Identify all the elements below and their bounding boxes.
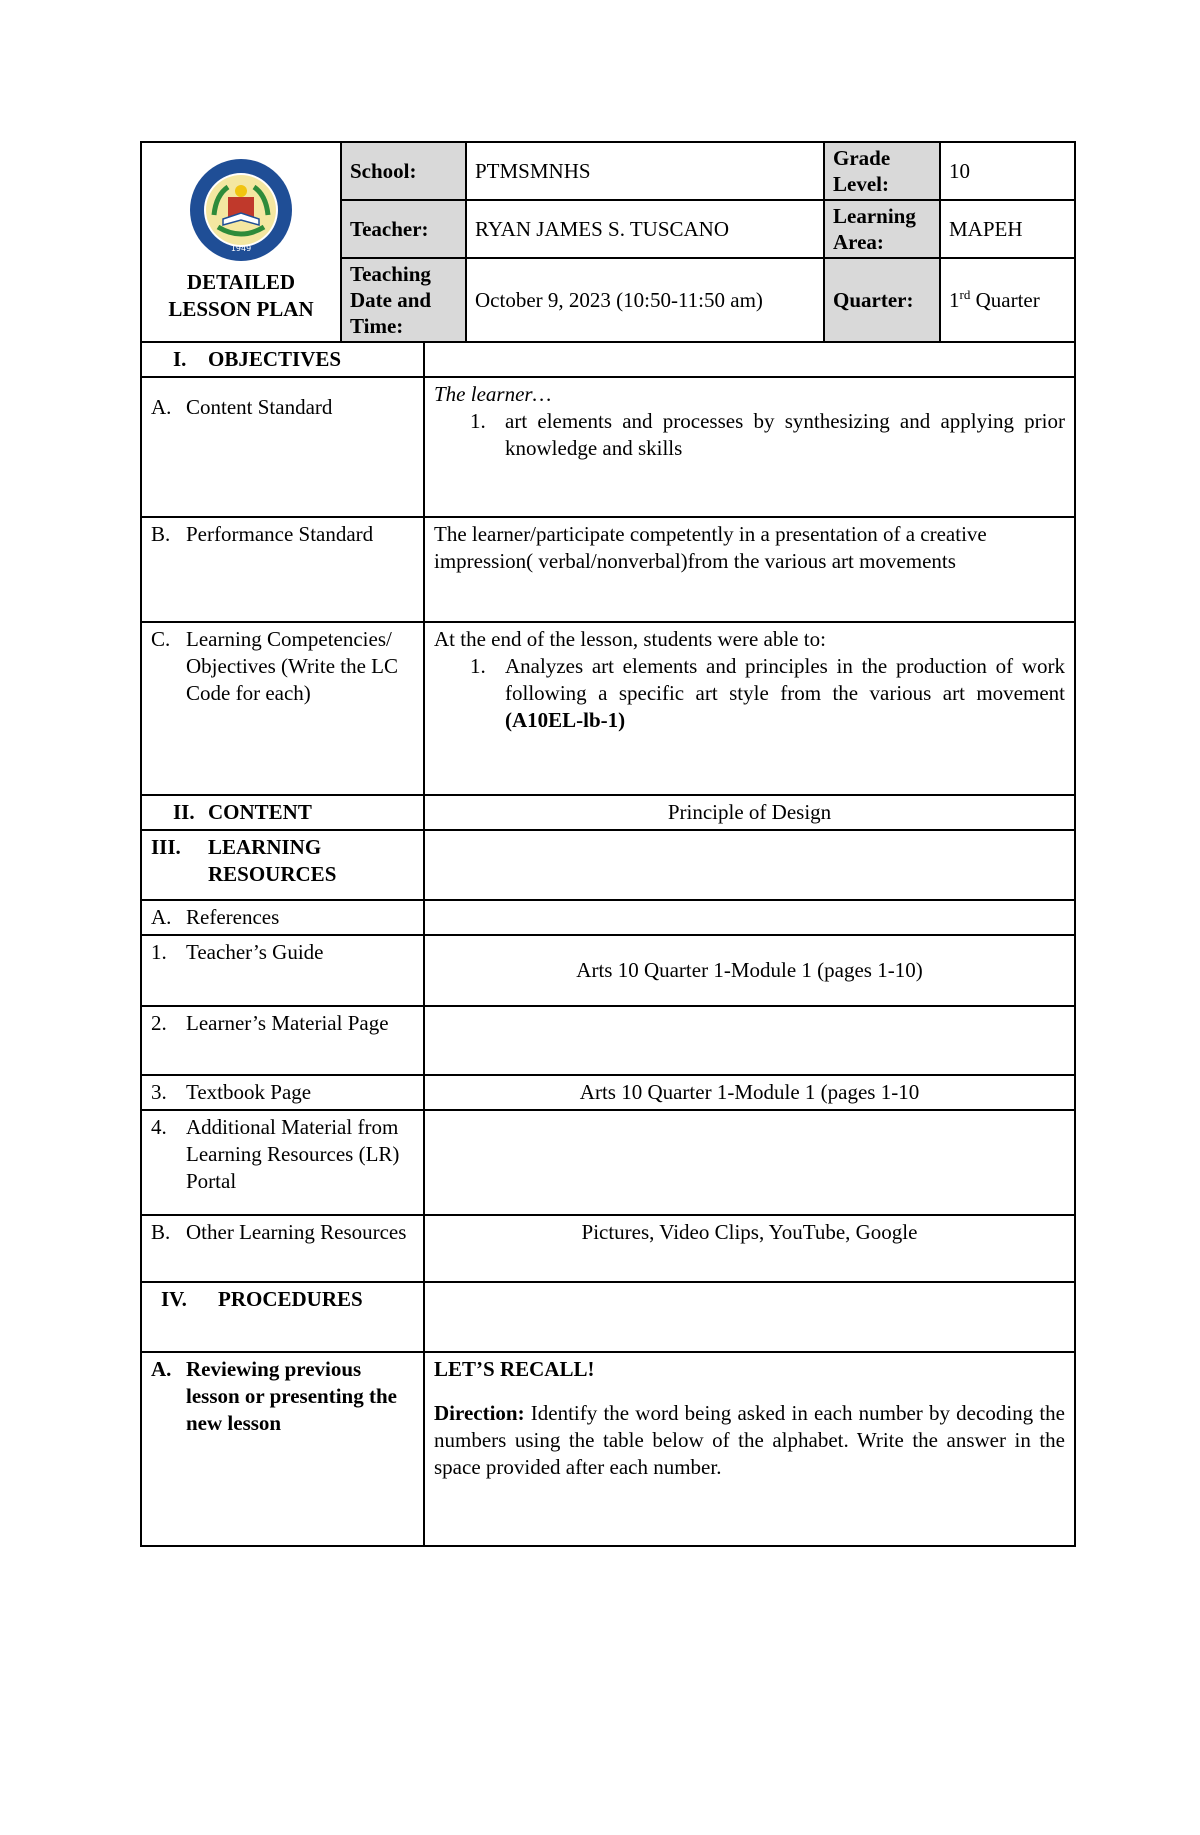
additional-material-value [424, 1110, 1075, 1215]
resources-empty [424, 830, 1075, 900]
content-standard-item: art elements and processes by synthesizing and applying prior knowledge and skills [505, 409, 1065, 460]
learners-material-label: Learner’s Material Page [186, 1011, 389, 1035]
learners-material-label-cell [141, 1006, 424, 1075]
lesson-plan-document [140, 141, 1074, 1547]
teacher-label: Teacher: [341, 200, 466, 258]
teacher-value: RYAN JAMES S. TUSCANO [466, 200, 824, 258]
grade-value: 10 [940, 142, 1075, 200]
performance-standard-label-cell [141, 517, 424, 622]
quarter-word: Quarter [970, 288, 1040, 312]
competencies-value-cell [424, 622, 1075, 795]
content-standard-value-cell [424, 377, 1075, 517]
resources-heading [141, 830, 424, 900]
area-label: Learning Area: [824, 200, 940, 258]
content-heading [141, 795, 424, 830]
content-standard-intro: The learner… [434, 382, 552, 406]
list-number: 1. [470, 409, 486, 433]
item-letter: A. [151, 394, 172, 419]
header-table [140, 141, 1076, 343]
direction-body: Identify the word being asked in each number by decoding the numbers using the table below of the alphabet. Write the answer in the space provided after each number. [434, 1401, 1065, 1479]
quarter-suffix: rd [959, 287, 971, 302]
content-standard-label-cell [141, 377, 424, 517]
procedures-heading [141, 1282, 424, 1352]
teachers-guide-label-cell [141, 935, 424, 1006]
school-seal-icon [188, 157, 294, 263]
review-label-cell [141, 1352, 424, 1546]
references-label-cell [141, 900, 424, 935]
competencies-label: Learning Competencies/ Objectives (Write the LC Code for each) [186, 627, 398, 705]
textbook-value: Arts 10 Quarter 1-Module 1 (pages 1-10 [424, 1075, 1075, 1110]
section-number: II. [173, 800, 195, 824]
lc-code: (A10EL-lb-1) [505, 708, 626, 732]
school-label: School: [341, 142, 466, 200]
competencies-intro: At the end of the lesson, students were able to: [434, 627, 826, 651]
section-number: IV. [161, 1287, 187, 1311]
performance-standard-label: Performance Standard [186, 522, 374, 546]
document-title: DETAILED LESSON PLAN [168, 270, 314, 321]
review-label: Reviewing previous lesson or presenting the new lesson [186, 1357, 397, 1435]
item-letter: A. [151, 1357, 172, 1381]
date-label: Teaching Date and Time: [341, 258, 466, 342]
quarter-number: 1 [949, 288, 960, 312]
item-letter: C. [151, 627, 171, 651]
date-value: October 9, 2023 (10:50-11:50 am) [466, 258, 824, 342]
references-label: References [186, 905, 280, 929]
other-resources-value: Pictures, Video Clips, YouTube, Google [424, 1215, 1075, 1282]
direction-text [434, 1400, 1065, 1481]
review-value-cell [424, 1352, 1075, 1546]
section-title: LEARNING RESOURCES [208, 835, 337, 886]
grade-label: Grade Level: [824, 142, 940, 200]
lesson-body-table [140, 341, 1076, 1547]
school-value: PTMSMNHS [466, 142, 824, 200]
item-letter: A. [151, 905, 172, 929]
additional-material-label: Additional Material from Learning Resources (LR) Portal [186, 1115, 400, 1193]
section-title: OBJECTIVES [208, 347, 342, 371]
section-number: III. [151, 835, 181, 859]
logo-cell [141, 142, 341, 342]
competencies-item: Analyzes art elements and principles in the production of work following a specific art style from the various art movement [505, 654, 1065, 705]
area-value: MAPEH [940, 200, 1075, 258]
item-letter: B. [151, 522, 171, 546]
list-number: 4. [151, 1115, 167, 1139]
objectives-empty [424, 342, 1075, 377]
additional-material-label-cell [141, 1110, 424, 1215]
teachers-guide-label: Teacher’s Guide [186, 940, 324, 964]
competencies-label-cell [141, 622, 424, 795]
list-number: 1. [151, 940, 167, 964]
procedures-empty [424, 1282, 1075, 1352]
other-resources-label: Other Learning Resources [186, 1220, 407, 1244]
objectives-heading [141, 342, 424, 377]
list-number: 3. [151, 1080, 167, 1104]
recall-heading: LET’S RECALL! [434, 1357, 595, 1381]
references-empty [424, 900, 1075, 935]
content-value: Principle of Design [424, 795, 1075, 830]
content-standard-label: Content Standard [186, 394, 333, 419]
item-letter: B. [151, 1220, 171, 1244]
list-number: 1. [470, 654, 486, 678]
section-title: PROCEDURES [218, 1287, 363, 1311]
list-number: 2. [151, 1011, 167, 1035]
direction-label: Direction: [434, 1401, 525, 1425]
teachers-guide-value: Arts 10 Quarter 1-Module 1 (pages 1-10) [424, 935, 1075, 1006]
textbook-label: Textbook Page [186, 1080, 312, 1104]
quarter-value [940, 258, 1075, 342]
quarter-label: Quarter: [824, 258, 940, 342]
other-resources-label-cell [141, 1215, 424, 1282]
section-number: I. [173, 347, 187, 371]
performance-standard-value-cell [424, 517, 1075, 622]
textbook-label-cell [141, 1075, 424, 1110]
learners-material-value [424, 1006, 1075, 1075]
performance-standard-text: The learner/participate competently in a presentation of a creative impression( verbal/nonverbal)from the various art movements [434, 522, 987, 573]
section-title: CONTENT [208, 800, 312, 824]
svg-text:1949: 1949 [230, 244, 252, 253]
